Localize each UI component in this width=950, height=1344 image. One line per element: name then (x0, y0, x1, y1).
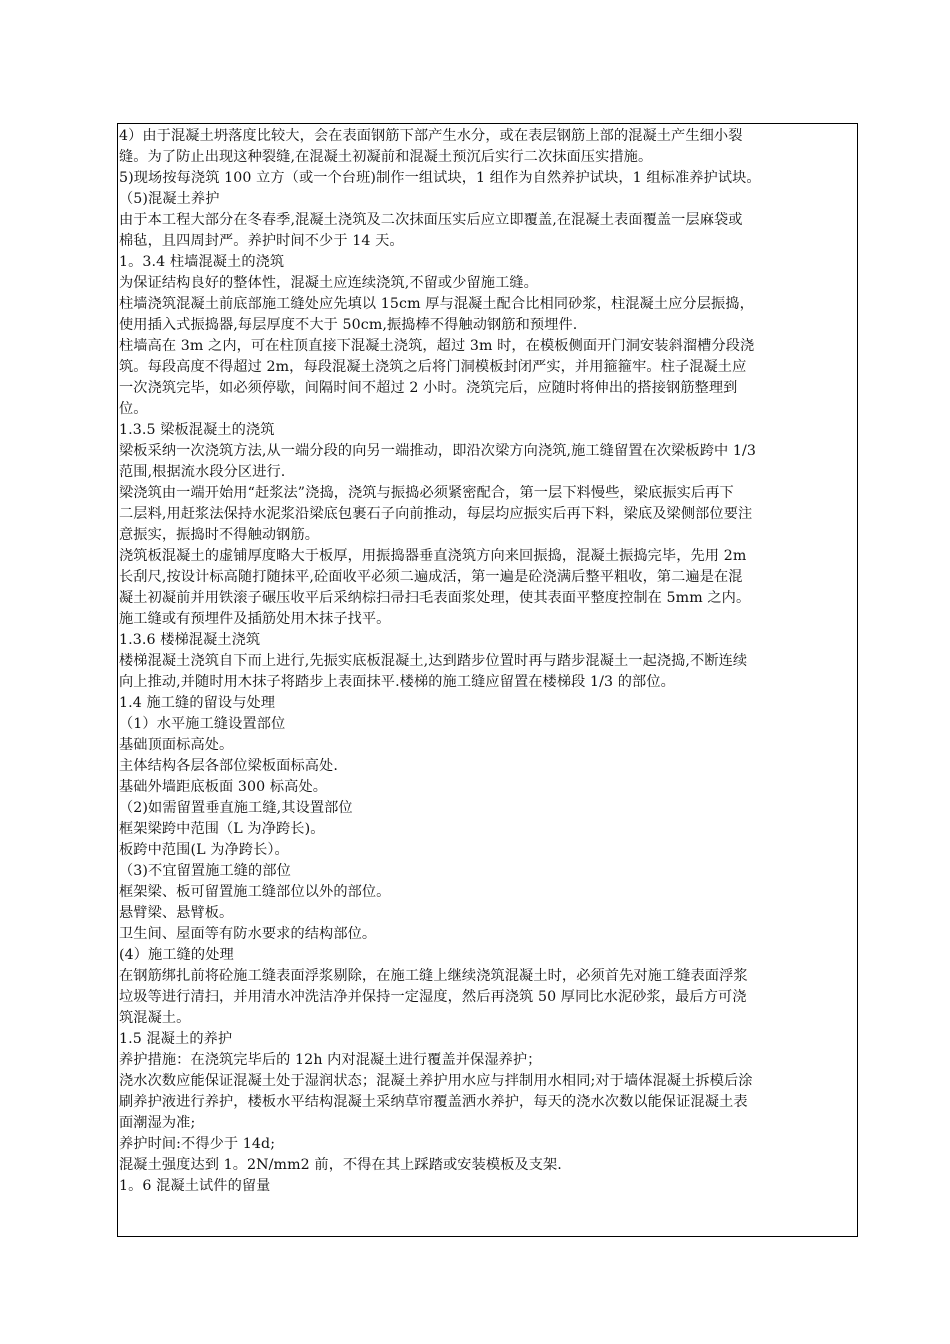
subsection-heading: （1）水平施工缝设置部位 (119, 716, 286, 732)
text-line: 向上推动,并随时用木抹子将踏步上表面抹平.楼梯的施工缝应留置在楼梯段 1/3 的部位。 (119, 674, 675, 690)
text-line: 位。 (119, 401, 148, 417)
section-heading: （5)混凝土养护 (119, 191, 220, 207)
subsection-heading: （3)不宜留置施工缝的部位 (119, 863, 291, 879)
text-line: 筑。每段高度不得超过 2m，每段混凝土浇筑之后将门洞模板封闭严实，并用箍箍牢。柱子混凝土应 (119, 359, 747, 375)
document-body (119, 126, 856, 1197)
text-line: 凝土初凝前并用铁滚子碾压收平后采纳棕扫帚扫毛表面浆处理，使其表面平整度控制在 5mm 之内。 (119, 590, 751, 606)
text-line: 5)现场按每浇筑 100 立方（或一个台班)制作一组试块，1 组作为自然养护试块，1 组标准养护试块。 (119, 170, 761, 186)
section-heading: 1.3.6 楼梯混凝土浇筑 (119, 632, 261, 648)
text-line: 刷养护液进行养护，楼板水平结构混凝土采纳草帘覆盖洒水养护，每天的浇水次数以能保证混凝土表 (119, 1094, 748, 1110)
text-line: 棉毡，且四周封严。养护时间不少于 14 天。 (119, 233, 404, 249)
subsection-heading: （2)如需留置垂直施工缝,其设置部位 (119, 800, 353, 816)
text-line: 基础外墙距底板面 300 标高处。 (119, 779, 328, 795)
text-line: 框架梁、板可留置施工缝部位以外的部位。 (119, 884, 391, 900)
text-line: 养护措施：在浇筑完毕后的 12h 内对混凝土进行覆盖并保湿养护； (119, 1052, 542, 1068)
text-line: 使用插入式振捣器,每层厚度不大于 50cm,振捣棒不得触动钢筋和预埋件. (119, 317, 578, 333)
text-line: 柱墙浇筑混凝土前底部施工缝处应先填以 15cm 厚与混凝土配合比相同砂浆，柱混凝土应分层振捣， (119, 296, 754, 312)
text-line: 4）由于混凝土坍落度比较大，会在表面钢筋下部产生水分，或在表层钢筋上部的混凝土产生细小裂 (119, 128, 743, 144)
text-line: 长刮尺,按设计标高随打随抹平,砼面收平必须二遍成活，第一遍是砼浇满后整平粗收，第二遍是在混 (119, 569, 743, 585)
text-line: 垃圾等进行清扫，并用清水冲洗洁净并保持一定湿度，然后再浇筑 50 厚同比水泥砂浆，最后方可浇 (119, 989, 747, 1005)
text-line: 施工缝或有预埋件及插筋处用木抹子找平。 (119, 611, 391, 627)
subsection-heading: (4）施工缝的处理 (119, 947, 234, 963)
text-line: 悬臂梁、悬臂板。 (119, 905, 234, 921)
text-line: 主体结构各层各部位梁板面标高处. (119, 758, 338, 774)
section-heading: 1.3.5 梁板混凝土的浇筑 (119, 422, 275, 438)
text-line: 养护时间:不得少于 14d; (119, 1136, 276, 1152)
text-line: 框架梁跨中范围（L 为净跨长)。 (119, 821, 325, 837)
text-line: 二层料,用赶浆法保持水泥浆沿梁底包裹石子向前推动，每层均应振实后再下料，梁底及梁侧部位要注 (119, 506, 753, 522)
text-line: 基础顶面标高处。 (119, 737, 234, 753)
section-heading: 1.4 施工缝的留设与处理 (119, 695, 276, 711)
text-line: 浇筑板混凝土的虚铺厚度略大于板厚，用振捣器垂直浇筑方向来回振捣，混凝土振捣完毕，先用 2m (119, 548, 747, 564)
text-line: 由于本工程大部分在冬春季,混凝土浇筑及二次抹面压实后应立即覆盖,在混凝土表面覆盖一层麻袋或 (119, 212, 743, 228)
text-line: 浇水次数应能保证混凝土处于湿润状态；混凝土养护用水应与拌制用水相同;对于墙体混凝土拆模后涂 (119, 1073, 753, 1089)
section-heading: 1。6 混凝土试件的留量 (119, 1178, 271, 1194)
text-line: 为保证结构良好的整体性，混凝土应连续浇筑,不留或少留施工缝。 (119, 275, 538, 291)
text-line: 楼梯混凝土浇筑自下而上进行,先振实底板混凝土,达到踏步位置时再与踏步混凝土一起浇捣,不断连续 (119, 653, 748, 669)
text-line: 在钢筋绑扎前将砼施工缝表面浮浆剔除，在施工缝上继续浇筑混凝土时，必须首先对施工缝表面浮浆 (119, 968, 748, 984)
text-line: 意振实，振捣时不得触动钢筋。 (119, 527, 320, 543)
text-line: 范围,根据流水段分区进行. (119, 464, 286, 480)
text-line: 柱墙高在 3m 之内，可在柱顶直接下混凝土浇筑，超过 3m 时，在模板侧面开门洞安装斜溜槽分段浇 (119, 338, 755, 354)
text-line: 缝。为了防止出现这种裂缝,在混凝土初凝前和混凝土预沉后实行二次抹面压实措施。 (119, 149, 653, 165)
section-heading: 1。3.4 柱墙混凝土的浇筑 (119, 254, 285, 270)
section-heading: 1.5 混凝土的养护 (119, 1031, 233, 1047)
text-line: 筑混凝土。 (119, 1010, 191, 1026)
text-line: 面潮湿为准; (119, 1115, 196, 1131)
text-line: 一次浇筑完毕，如必须停歇，间隔时间不超过 2 小时。浇筑完后，应随时将伸出的搭接钢筋整理到 (119, 380, 738, 396)
text-line: 板跨中范围(L 为净跨长）。 (119, 842, 289, 858)
text-line: 混凝土强度达到 1。2N/mm2 前，不得在其上踩踏或安装模板及支架. (119, 1157, 562, 1173)
text-line: 卫生间、屋面等有防水要求的结构部位。 (119, 926, 377, 942)
text-line: 梁浇筑由一端开始用“赶浆法”浇捣，浇筑与振捣必须紧密配合，第一层下料慢些，梁底振实后再下 (119, 485, 734, 501)
text-line: 梁板采纳一次浇筑方法,从一端分段的向另一端推动，即沿次梁方向浇筑,施工缝留置在次梁板跨中 1/3 (119, 443, 757, 459)
